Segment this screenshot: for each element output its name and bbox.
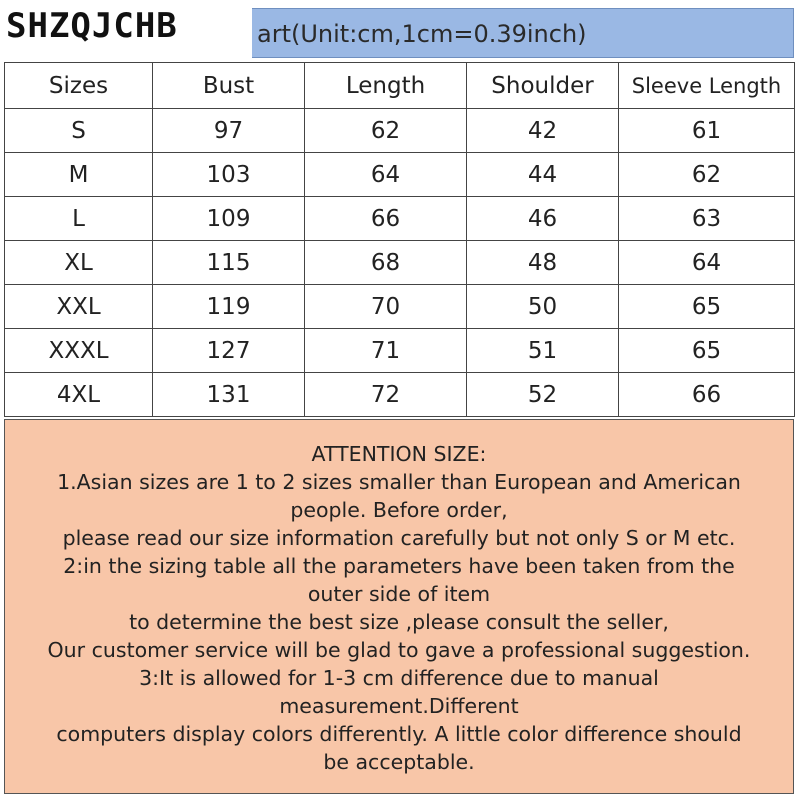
table-cell: 68 (305, 241, 467, 285)
table-body (5, 109, 795, 417)
table-row (5, 197, 795, 241)
table-cell: 109 (153, 197, 305, 241)
table-cell: 62 (619, 153, 795, 197)
table-cell: 131 (153, 373, 305, 417)
column-header-sleeve-length: Sleeve Length (619, 63, 795, 109)
table-cell: 62 (305, 109, 467, 153)
table-cell: 71 (305, 329, 467, 373)
notice-line: be acceptable. (323, 750, 475, 774)
column-header-sizes: Sizes (5, 63, 153, 109)
table-cell: S (5, 109, 153, 153)
size-chart-title: art(Unit:cm,1cm=0.39inch) (257, 20, 587, 48)
table-row (5, 329, 795, 373)
table-cell: 66 (619, 373, 795, 417)
brand-logo: SHZQJCHB (0, 0, 252, 60)
table-cell: 97 (153, 109, 305, 153)
table-cell: L (5, 197, 153, 241)
attention-notice (4, 419, 794, 794)
table-cell: 119 (153, 285, 305, 329)
column-header-bust: Bust (153, 63, 305, 109)
notice-line: outer side of item (307, 582, 491, 606)
notice-line: 3:It is allowed for 1-3 cm difference due to manual (139, 666, 659, 690)
table-cell: XXXL (5, 329, 153, 373)
table-cell: 65 (619, 285, 795, 329)
table-cell: 44 (467, 153, 619, 197)
table-cell: 46 (467, 197, 619, 241)
notice-line: measurement.Different (279, 694, 519, 718)
table-cell: M (5, 153, 153, 197)
table-cell: 65 (619, 329, 795, 373)
table-row (5, 241, 795, 285)
table-row (5, 285, 795, 329)
table-cell: 70 (305, 285, 467, 329)
table-cell: 127 (153, 329, 305, 373)
table-header-row (5, 63, 795, 109)
table-cell: 64 (619, 241, 795, 285)
table-cell: 66 (305, 197, 467, 241)
notice-line: people. Before order, (290, 498, 508, 522)
table-row (5, 153, 795, 197)
table-cell: XL (5, 241, 153, 285)
table-cell: 48 (467, 241, 619, 285)
column-header-shoulder: Shoulder (467, 63, 619, 109)
table-cell: 115 (153, 241, 305, 285)
column-header-length: Length (305, 63, 467, 109)
table-cell: XXL (5, 285, 153, 329)
table-cell: 103 (153, 153, 305, 197)
table-cell: 52 (467, 373, 619, 417)
notice-line: 1.Asian sizes are 1 to 2 sizes smaller than European and American (57, 470, 741, 494)
table-cell: 64 (305, 153, 467, 197)
table-cell: 42 (467, 109, 619, 153)
size-table (4, 62, 795, 417)
notice-line: 2:in the sizing table all the parameters have been taken from the (63, 554, 735, 578)
table-row (5, 109, 795, 153)
notice-line: to determine the best size ,please consult the seller, (129, 610, 669, 634)
notice-line: please read our size information carefully but not only S or M etc. (62, 526, 736, 550)
table-cell: 63 (619, 197, 795, 241)
table-cell: 51 (467, 329, 619, 373)
table-cell: 50 (467, 285, 619, 329)
table-cell: 72 (305, 373, 467, 417)
table-cell: 61 (619, 109, 795, 153)
table-cell: 4XL (5, 373, 153, 417)
notice-heading: ATTENTION SIZE: (311, 442, 487, 466)
notice-line: Our customer service will be glad to gave a professional suggestion. (47, 638, 751, 662)
table-row (5, 373, 795, 417)
notice-line: computers display colors differently. A little color difference should (56, 722, 742, 746)
